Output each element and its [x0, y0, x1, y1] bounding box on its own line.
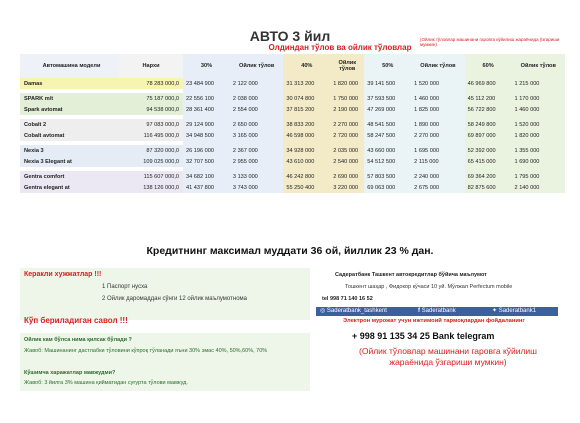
- cell-monthly-50: 1 825 000: [411, 104, 464, 115]
- cell-monthly-30: 2 955 000: [230, 156, 283, 167]
- car-price: 94 538 000,0: [119, 104, 183, 115]
- network-note: Электрон мурожат учун ижтимоий тармоқлардан фойдаланинг: [343, 318, 525, 324]
- cell-down-40: 37 815 200: [283, 104, 330, 115]
- docs-heading: Керакли хужжатлар !!!: [24, 271, 102, 278]
- cell-monthly-60: 1 170 000: [512, 93, 565, 104]
- cell-down-50: 69 063 000: [364, 182, 411, 193]
- cell-monthly-40: 3 220 000: [330, 182, 364, 193]
- header-note: (Ойлик тўловлар машинани гаровга кўйилиш жараёнида ўзгариши мумкин): [420, 37, 560, 47]
- col-monthly-50: Ойлик тўлов: [411, 54, 464, 78]
- car-model: Spark avtomat: [20, 104, 119, 115]
- cell-down-60: 69 364 200: [465, 171, 512, 182]
- car-model: Gentra elegant at: [20, 182, 119, 193]
- cell-down-40: 43 610 000: [283, 156, 330, 167]
- cell-monthly-50: 2 115 000: [411, 156, 464, 167]
- cell-down-40: 34 928 000: [283, 145, 330, 156]
- cell-monthly-40: 2 270 000: [330, 119, 364, 130]
- cell-down-30: 34 682 100: [183, 171, 230, 182]
- car-price: 109 025 000,0: [119, 156, 183, 167]
- cell-monthly-30: 3 743 000: [230, 182, 283, 193]
- table-row: [20, 119, 565, 130]
- table-row: [20, 104, 565, 115]
- table-row: [20, 182, 565, 193]
- cell-monthly-30: 2 367 000: [230, 145, 283, 156]
- col-pct-40: 40%: [283, 54, 330, 78]
- car-model: Damas: [20, 78, 119, 89]
- table-row: [20, 156, 565, 167]
- cell-down-40: 30 074 800: [283, 93, 330, 104]
- col-monthly-60: Ойлик тўлов: [512, 54, 565, 78]
- cell-down-40: 46 242 800: [283, 171, 330, 182]
- car-price: 78 283 000,0: [119, 78, 183, 89]
- faq-question: Ойлик кам бўлса нима қилсак бўлади ?: [24, 337, 132, 343]
- car-price: 87 320 000,0: [119, 145, 183, 156]
- cell-monthly-50: 1 520 000: [411, 78, 464, 89]
- cell-monthly-50: 2 270 000: [411, 130, 464, 141]
- cell-monthly-60: 2 140 000: [512, 182, 565, 193]
- contact-address: Тошкент шаҳар , Фидокор кўчаси 10 уй. Мўлжал Perfectum mobile: [345, 284, 513, 290]
- table-subtitle: Олдиндан тўлов ва ойлик тўловлар: [268, 43, 412, 52]
- table-row: [20, 93, 565, 104]
- cell-down-40: 46 598 000: [283, 130, 330, 141]
- docs-item: 2 Ойлик даромаддан сўнги 12 ойлик маълумотнома: [102, 296, 247, 302]
- facebook-link[interactable]: [418, 307, 456, 316]
- cell-monthly-30: 3 165 000: [230, 130, 283, 141]
- car-price: 116 495 000,0: [119, 130, 183, 141]
- cell-down-40: 55 250 400: [283, 182, 330, 193]
- instagram-link[interactable]: ◎ Saderatbank_tashkent: [320, 308, 387, 314]
- telegram-contact[interactable]: + 998 91 135 34 25 Bank telegram: [352, 331, 495, 341]
- car-model: SPARK m/t: [20, 93, 119, 104]
- cell-down-50: 57 803 500: [364, 171, 411, 182]
- price-table: [20, 54, 565, 193]
- docs-item: 1 Паспорт нусха: [102, 284, 148, 290]
- car-model: Nexia 3 Elegant at: [20, 156, 119, 167]
- table-header-row: [20, 54, 565, 78]
- col-monthly-40: Ойлик тўлов: [330, 54, 364, 78]
- cell-down-60: 52 392 000: [465, 145, 512, 156]
- page-title: АВТО 3 йил: [249, 28, 331, 44]
- cell-down-30: 41 437 800: [183, 182, 230, 193]
- car-price: 75 187 000,0: [119, 93, 183, 104]
- car-price: 138 126 000,0: [119, 182, 183, 193]
- cell-down-40: 31 313 200: [283, 78, 330, 89]
- cell-monthly-30: 2 650 000: [230, 119, 283, 130]
- col-monthly-30: Ойлик тўлов: [230, 54, 283, 78]
- contact-phone: tel 998 71 140 16 52: [322, 296, 373, 302]
- faq-answer: Жавоб: 3 йилга 3% машина қийматидан суғурта тўлови мавжуд.: [24, 380, 188, 386]
- cell-down-50: 47 269 000: [364, 104, 411, 115]
- cell-monthly-40: 2 540 000: [330, 156, 364, 167]
- cell-monthly-50: 2 240 000: [411, 171, 464, 182]
- faq-question: Кўшимча харажатлар мавжудми?: [24, 370, 116, 376]
- col-pct-60: 60%: [465, 54, 512, 78]
- faq-answer: Жавоб: Машинанинг дастлабки тўловини кўпроқ тўланади яъни 30% эмас 40%, 50%,60%, 70%: [24, 348, 268, 354]
- col-pct-30: 30%: [183, 54, 230, 78]
- cell-down-50: 48 541 500: [364, 119, 411, 130]
- cell-down-30: 34 948 500: [183, 130, 230, 141]
- cell-down-30: 32 707 500: [183, 156, 230, 167]
- cell-down-60: 58 249 800: [465, 119, 512, 130]
- table-row: [20, 130, 565, 141]
- car-price: 97 083 000,0: [119, 119, 183, 130]
- cell-monthly-40: 1 750 000: [330, 93, 364, 104]
- cell-down-50: 37 593 500: [364, 93, 411, 104]
- cell-down-60: 69 897 000: [465, 130, 512, 141]
- col-price-header: Нархи: [119, 54, 183, 78]
- cell-monthly-60: 1 820 000: [512, 130, 565, 141]
- cell-down-30: 23 484 900: [183, 78, 230, 89]
- cell-monthly-30: 2 554 000: [230, 104, 283, 115]
- cell-monthly-40: 2 720 000: [330, 130, 364, 141]
- cell-monthly-40: 1 820 000: [330, 78, 364, 89]
- table-body: [20, 78, 565, 193]
- bottom-note: (Ойлик тўловлар машинани гаровга кўйилиш жараёнида ўзгариши мумкин): [359, 346, 537, 367]
- twitter-handle: Saderatbank1: [498, 308, 537, 314]
- table-row: [20, 171, 565, 182]
- car-model: Cobalt avtomat: [20, 130, 119, 141]
- car-model: Cobalt 2: [20, 119, 119, 130]
- cell-down-60: 46 969 800: [465, 78, 512, 89]
- cell-monthly-40: 2 190 000: [330, 104, 364, 115]
- twitter-link[interactable]: ✦ Saderatbank1: [492, 308, 537, 314]
- cell-down-60: 82 875 600: [465, 182, 512, 193]
- cell-down-30: 26 196 000: [183, 145, 230, 156]
- cell-down-30: 22 556 100: [183, 93, 230, 104]
- social-bar: [316, 307, 558, 316]
- cell-monthly-60: 1 795 000: [512, 171, 565, 182]
- cell-down-60: 56 722 800: [465, 104, 512, 115]
- cell-monthly-60: 1 215 000: [512, 78, 565, 89]
- faq-heading: Кўп бериладиган савол !!!: [24, 316, 128, 325]
- table-row: [20, 145, 565, 156]
- cell-monthly-50: 1 695 000: [411, 145, 464, 156]
- cell-monthly-30: 2 038 000: [230, 93, 283, 104]
- cell-down-60: 65 415 000: [465, 156, 512, 167]
- car-price: 115 607 000,0: [119, 171, 183, 182]
- cell-monthly-60: 1 520 000: [512, 119, 565, 130]
- facebook-handle: Saderatbank: [421, 308, 456, 314]
- col-model-header: Автомашина модели: [20, 54, 119, 78]
- cell-monthly-50: 2 675 000: [411, 182, 464, 193]
- cell-down-50: 39 141 500: [364, 78, 411, 89]
- car-model: Nexia 3: [20, 145, 119, 156]
- credit-terms: Кредитнинг максимал муддати 36 ой, йиллик 23 % дан.: [146, 245, 434, 257]
- cell-down-50: 54 512 500: [364, 156, 411, 167]
- cell-monthly-50: 1 460 000: [411, 93, 464, 104]
- cell-monthly-40: 2 035 000: [330, 145, 364, 156]
- cell-monthly-30: 2 122 000: [230, 78, 283, 89]
- cell-down-50: 43 660 000: [364, 145, 411, 156]
- cell-monthly-30: 3 133 000: [230, 171, 283, 182]
- car-model: Gentra comfort: [20, 171, 119, 182]
- cell-monthly-50: 1 890 000: [411, 119, 464, 130]
- cell-down-50: 58 247 500: [364, 130, 411, 141]
- cell-down-30: 28 361 400: [183, 104, 230, 115]
- cell-down-30: 29 124 900: [183, 119, 230, 130]
- cell-monthly-60: 1 690 000: [512, 156, 565, 167]
- cell-down-40: 38 833 200: [283, 119, 330, 130]
- cell-monthly-60: 1 355 000: [512, 145, 565, 156]
- cell-monthly-60: 1 460 000: [512, 104, 565, 115]
- contact-line: Садератбанк Ташкент автокредитлар бўйича маълумот: [335, 272, 487, 278]
- col-pct-50: 50%: [364, 54, 411, 78]
- facebook-icon: f: [418, 308, 420, 314]
- instagram-handle: Saderatbank_tashkent: [326, 308, 387, 314]
- table-row: [20, 78, 565, 89]
- cell-monthly-40: 2 690 000: [330, 171, 364, 182]
- cell-down-60: 45 112 200: [465, 93, 512, 104]
